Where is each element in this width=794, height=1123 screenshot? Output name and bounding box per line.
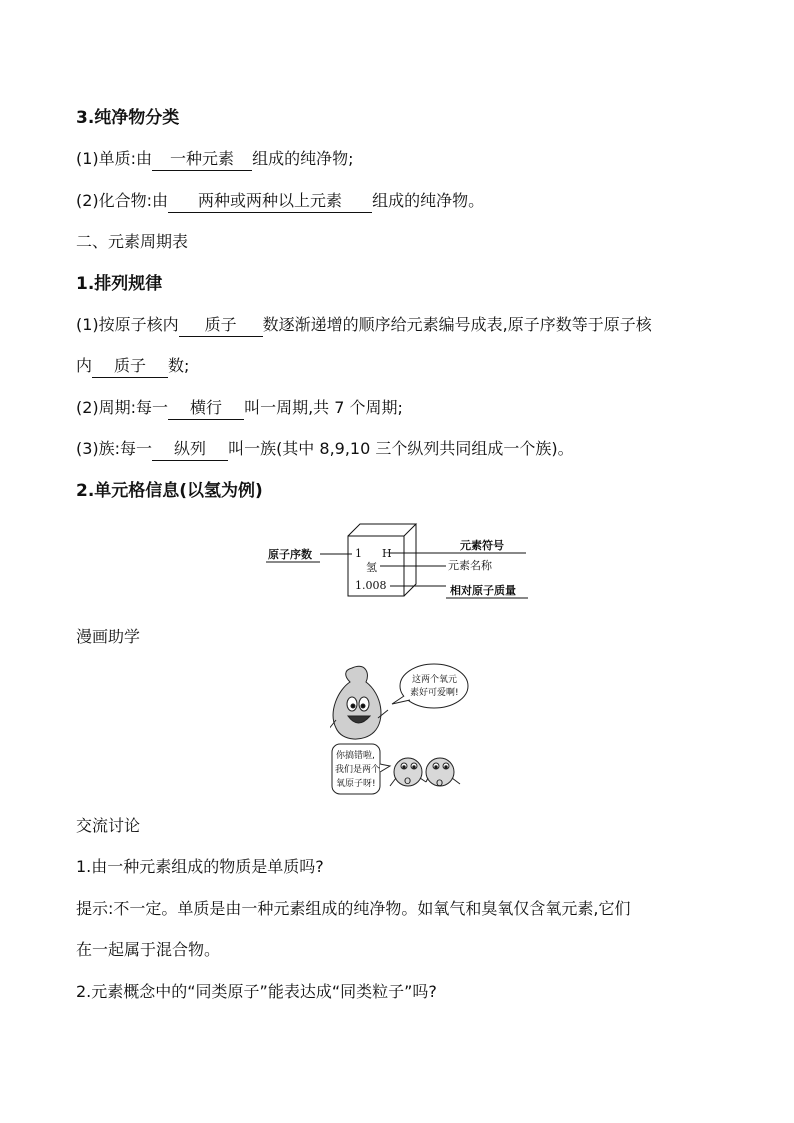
- answer-blank: 纵列: [152, 438, 228, 461]
- item-prefix: 内: [76, 356, 93, 375]
- bubble1-text-line2: 素好可爱啊!: [410, 688, 459, 698]
- part2-title: 二、元素周期表: [76, 232, 189, 251]
- item-suffix: 组成的纯净物。: [372, 191, 485, 210]
- element-cell-diagram: [260, 518, 540, 604]
- speech-bubble-1: [392, 664, 468, 708]
- discussion-title: 交流讨论: [76, 816, 141, 835]
- answer-blank: 两种或两种以上元素: [168, 190, 372, 213]
- discussion-answer-1-line1: 提示:不一定。单质是由一种元素组成的纯净物。如氧气和臭氧仅含氧元素,它们: [76, 899, 631, 918]
- sub1-heading: 1.排列规律: [76, 274, 163, 294]
- sub1-item3: [76, 437, 736, 461]
- atom-label-2: O: [436, 779, 444, 789]
- bubble2-text-line1: 你搞错啦,: [336, 751, 375, 761]
- sub1-item2: [76, 396, 736, 420]
- bubble2-text-line3: 氧原子呀!: [336, 779, 376, 789]
- bubble2-text-line2: 我们是两个: [335, 765, 381, 775]
- section3-item2: [76, 189, 736, 213]
- item-suffix: 组成的纯净物;: [252, 149, 354, 168]
- sub1-item1b: [76, 354, 736, 378]
- label-atomic-number: 原子序数: [268, 548, 312, 561]
- mascot-character: [330, 666, 388, 739]
- atom-label-1: O: [404, 777, 412, 787]
- element-name: 氢: [366, 561, 377, 574]
- item-suffix: 数逐渐递增的顺序给元素编号成表,原子序数等于原子核: [262, 315, 652, 334]
- answer-blank: 质子: [179, 314, 263, 337]
- sub2-heading: 2.单元格信息(以氢为例): [76, 481, 263, 501]
- label-element-symbol: 元素符号: [460, 539, 504, 552]
- item-suffix: 数;: [168, 356, 190, 375]
- discussion-question-1: 1.由一种元素组成的物质是单质吗?: [76, 857, 324, 876]
- answer-blank: 横行: [168, 397, 244, 420]
- answer-blank: 质子: [92, 355, 168, 378]
- item-prefix: (3)族:每一: [76, 439, 153, 458]
- comic-title: 漫画助学: [76, 627, 141, 646]
- discussion-question-2: 2.元素概念中的“同类原子”能表达成“同类粒子”吗?: [76, 982, 437, 1001]
- discussion-answer-1-line2: 在一起属于混合物。: [76, 940, 221, 959]
- item-prefix: (1)按原子核内: [76, 315, 179, 334]
- answer-blank: 一种元素: [152, 148, 252, 171]
- comic-illustration: [330, 660, 470, 800]
- label-atomic-mass: 相对原子质量: [450, 584, 516, 597]
- item-suffix: 叫一周期,共 7 个周期;: [244, 398, 403, 417]
- atomic-mass: 1.008: [355, 579, 387, 592]
- section3-item1: [76, 147, 736, 171]
- element-symbol: H: [382, 547, 392, 560]
- item-prefix: (2)化合物:由: [76, 191, 169, 210]
- item-prefix: (2)周期:每一: [76, 398, 169, 417]
- atomic-number: 1: [355, 547, 362, 560]
- item-suffix: 叫一族(其中 8,9,10 三个纵列共同组成一个族)。: [228, 439, 574, 458]
- item-prefix: (1)单质:由: [76, 149, 153, 168]
- bubble1-text-line1: 这两个氧元: [412, 675, 458, 685]
- label-element-name: 元素名称: [448, 559, 492, 572]
- sub1-item1a: [76, 313, 736, 337]
- section3-heading: 3.纯净物分类: [76, 108, 180, 128]
